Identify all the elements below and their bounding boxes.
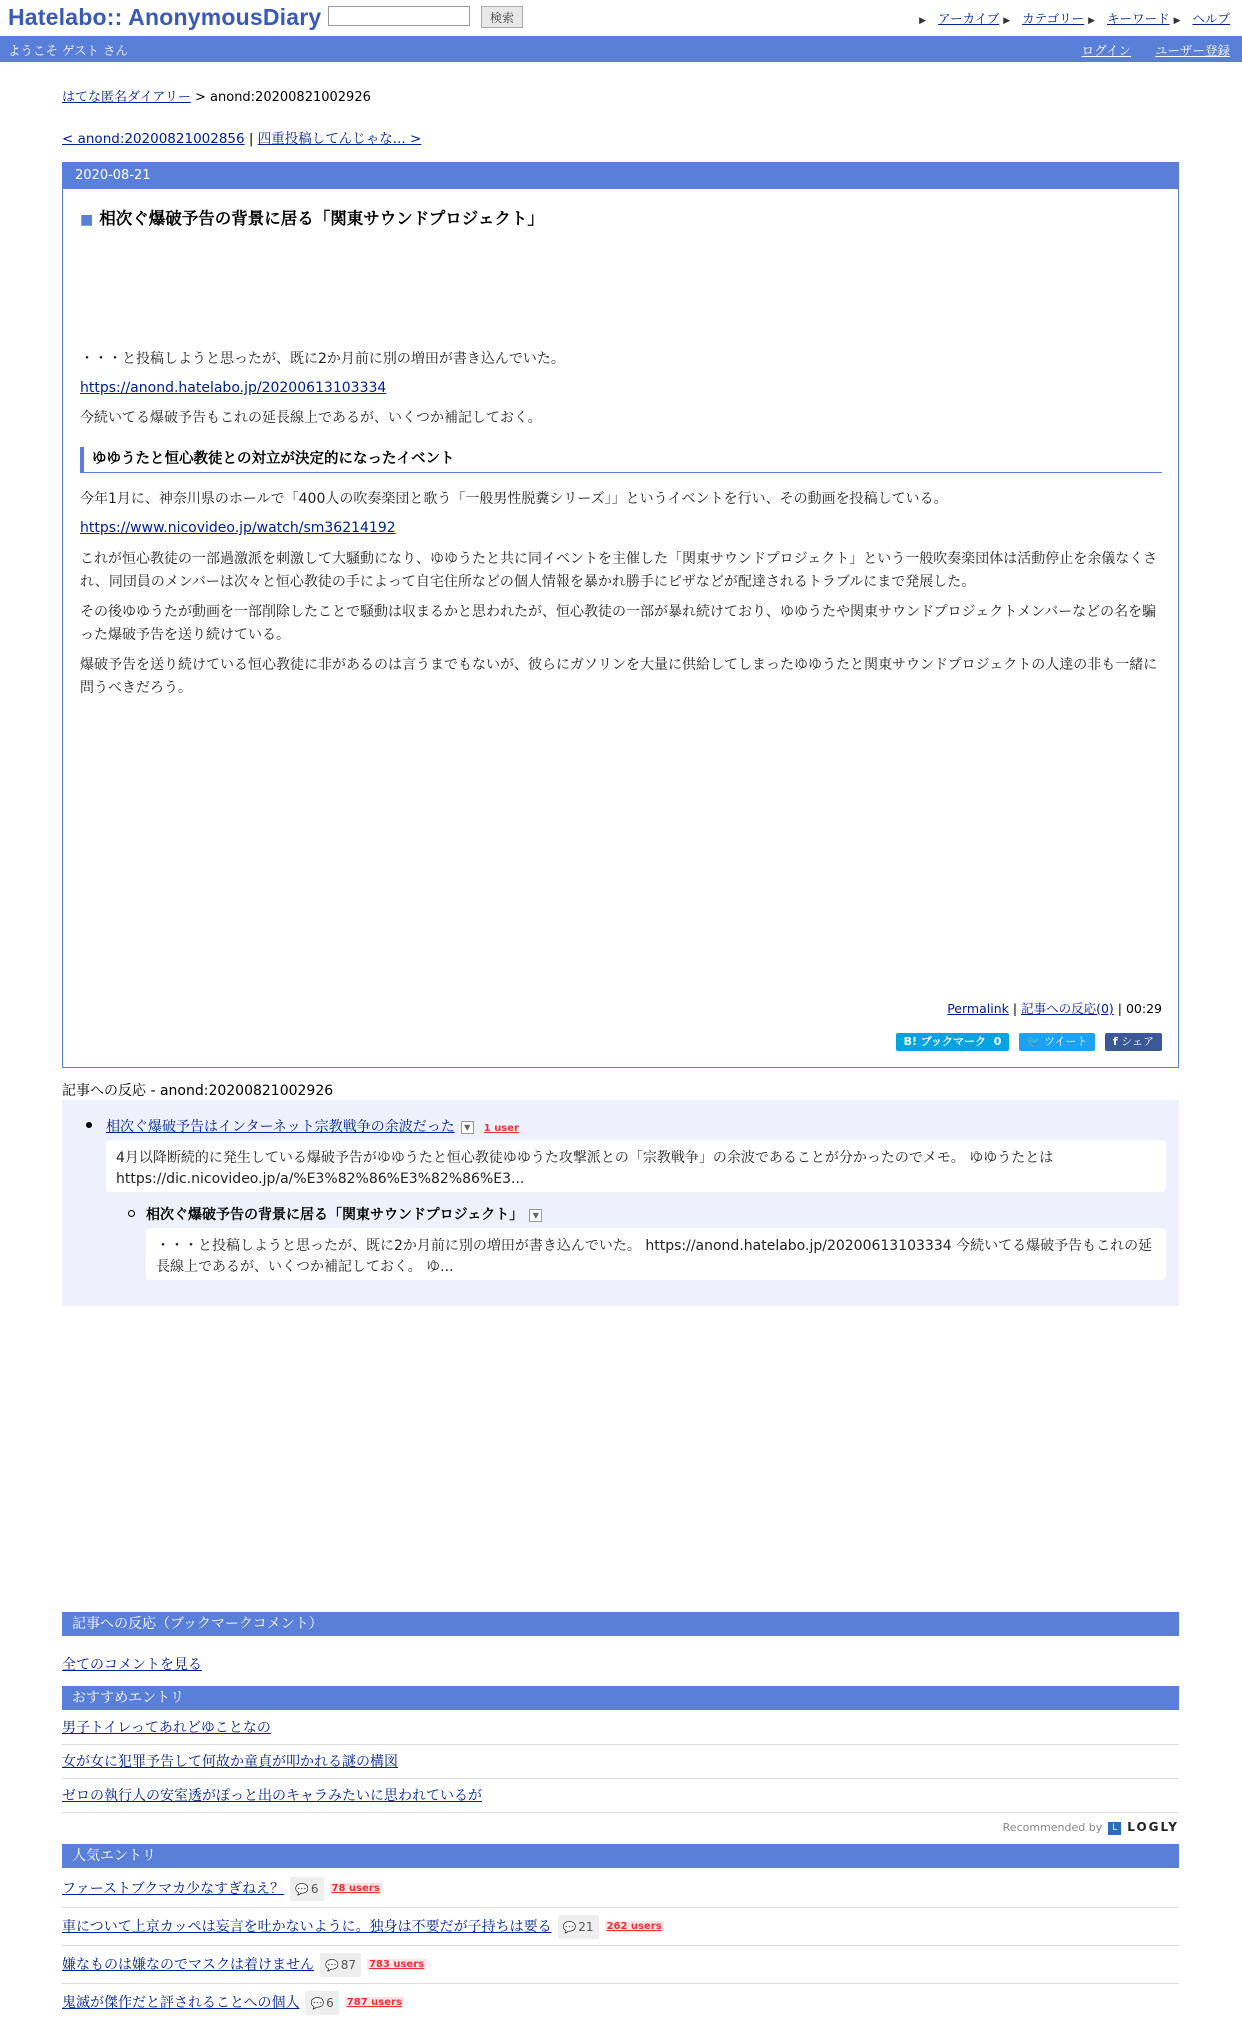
list-item	[62, 1908, 1179, 1946]
popular-link[interactable]: 鬼滅が傑作だと評されることへの個人	[62, 1995, 300, 2011]
entry-link	[80, 377, 1160, 400]
speech-bubble-icon: 💬	[310, 1997, 325, 2010]
breadcrumb	[62, 86, 371, 105]
entry-time: 00:29	[1125, 1001, 1162, 1016]
user-bar	[0, 36, 1242, 62]
entry-footer	[947, 999, 1162, 1017]
dropdown-icon[interactable]: ▼	[461, 1121, 474, 1134]
hatena-bookmark-button[interactable]	[896, 1033, 1010, 1051]
bookmark-comments-header: 記事への反応（ブックマークコメント）	[62, 1612, 1179, 1636]
speech-bubble-icon: 💬	[325, 1959, 339, 1972]
bullet-circle-icon	[128, 1210, 135, 1217]
next-entry-link[interactable]: 四重投稿してんじゃな... >	[257, 131, 422, 147]
tweet-label: ツイート	[1044, 1035, 1088, 1048]
recommended-link[interactable]: ゼロの執行人の安室透がぽっと出のキャラみたいに思われているが	[62, 1788, 482, 1804]
popular-link[interactable]: 車について上京カッペは妄言を吐かないように。独身は不要だが子持ちは要る	[62, 1919, 552, 1935]
chevron-right-icon: ▶	[919, 16, 927, 26]
login-link[interactable]: ログイン	[1081, 43, 1131, 58]
nav-archive[interactable]: アーカイブ	[938, 11, 1000, 26]
entry-paragraph: ・・・と投稿しようと思ったが、既に2か月前に別の増田が書き込んでいた。	[80, 351, 565, 367]
reaction-link[interactable]: 相次ぐ爆破予告はインターネット宗教戦争の余波だった	[106, 1119, 455, 1135]
search-input[interactable]	[328, 6, 470, 26]
comment-count[interactable]	[320, 1953, 361, 1977]
logly-logo-icon: L	[1108, 1822, 1121, 1835]
nav-help[interactable]: ヘルプ	[1192, 11, 1230, 26]
share-label: シェア	[1121, 1035, 1154, 1048]
reactions-title: 記事への反応 - anond:20200821002926	[62, 1080, 1179, 1103]
list-item	[62, 1984, 1179, 2022]
reactions-link[interactable]: 記事への反応(0)	[1021, 1001, 1114, 1016]
comment-count[interactable]	[290, 1877, 323, 1901]
users-badge[interactable]: 262 users	[606, 1921, 662, 1932]
recommended-link[interactable]: 女が女に犯罪予告して何故か童貞が叩かれる謎の構図	[62, 1754, 398, 1770]
entry-paragraph: その後ゆゆうたが動画を一部削除したことで騒動は収まるかと思われたが、恒心教徒の一部が暴れ続けており、ゆゆうたや関東サウンドプロジェクトメンバーなどの名を騙った爆破予告を送り続けている。	[80, 604, 1157, 643]
users-badge[interactable]: 783 users	[368, 1959, 425, 1970]
comment-count-value: 21	[578, 1920, 594, 1934]
facebook-share-button[interactable]	[1105, 1033, 1162, 1051]
comment-count[interactable]	[558, 1915, 599, 1939]
comment-count-value: 6	[310, 1882, 319, 1896]
section-heading: ゆゆうたと恒心教徒との対立が決定的になったイベント	[80, 447, 1162, 473]
users-badge[interactable]: 1 user	[483, 1123, 519, 1134]
footer-separator: |	[1012, 1001, 1018, 1016]
breadcrumb-current: anond:20200821002926	[210, 90, 371, 105]
comment-count[interactable]	[305, 1991, 338, 2015]
nav-keyword[interactable]: キーワード	[1107, 11, 1170, 26]
entry-link	[80, 517, 1160, 540]
twitter-icon: 🐦	[1026, 1035, 1041, 1048]
logly-label: LOGLY	[1127, 1820, 1179, 1834]
comment-count-value: 6	[326, 1996, 334, 2010]
bookmark-label: B! ブックマーク	[903, 1035, 987, 1048]
list-item	[62, 1746, 1179, 1779]
reaction-title: 相次ぐ爆破予告の背景に居る「関東サウンドプロジェクト」	[146, 1207, 524, 1223]
comment-count-value: 87	[340, 1958, 356, 1972]
users-badge[interactable]: 787 users	[346, 1997, 402, 2008]
tweet-button[interactable]	[1019, 1033, 1096, 1051]
reaction-item	[106, 1116, 519, 1136]
entry-title	[80, 205, 544, 229]
chevron-right-icon: ▶	[1088, 16, 1096, 26]
list-item	[62, 1870, 1179, 1908]
bullet-icon	[86, 1122, 92, 1128]
popular-header: 人気エントリ	[62, 1844, 1179, 1868]
speech-bubble-icon: 💬	[562, 1921, 577, 1934]
reaction-quote: ・・・と投稿しようと思ったが、既に2か月前に別の増田が書き込んでいた。 https://anond.hatelabo.jp/20200613103334 今続いてる爆破予告もこれの延長線上であるが、いくつか補記しておく。 ゆ...	[146, 1228, 1166, 1280]
reactions-list	[62, 1100, 1179, 1306]
permalink[interactable]: Permalink	[947, 1001, 1009, 1016]
users-badge[interactable]: 78 users	[331, 1883, 380, 1894]
entry-paragraph: 今年1月に、神奈川県のホールで「400人の吹奏楽団と歌う「一般男性脱糞シリーズ」」というイベントを行い、その動画を投稿している。	[80, 491, 948, 507]
register-link[interactable]: ユーザー登録	[1154, 43, 1230, 58]
facebook-icon: f	[1112, 1035, 1118, 1048]
chevron-right-icon: ▶	[1173, 16, 1181, 26]
recommended-header: おすすめエントリ	[62, 1686, 1179, 1710]
top-bar	[0, 0, 1242, 36]
list-item	[62, 1946, 1179, 1984]
nicovideo-link[interactable]: https://www.nicovideo.jp/watch/sm36214192	[80, 520, 396, 536]
chevron-right-icon: ▶	[1003, 16, 1011, 26]
entry-paragraph: 爆破予告を送り続けている恒心教徒に非があるのは言うまでもないが、彼らにガソリンを大量に供給してしまったゆゆうたと関東サウンドプロジェクトの人達の非も一緒に問うべきだろう。	[80, 657, 1158, 696]
list-item	[62, 1780, 1179, 1813]
top-nav	[919, 9, 1230, 27]
speech-bubble-icon: 💬	[295, 1883, 309, 1896]
anond-link[interactable]: https://anond.hatelabo.jp/20200613103334	[80, 380, 387, 396]
footer-separator: |	[1117, 1001, 1122, 1016]
all-comments	[62, 1654, 202, 1674]
entry-date: 2020-08-21	[63, 163, 1178, 189]
nav-category[interactable]: カテゴリー	[1022, 11, 1085, 26]
popular-link[interactable]: ファーストブクマカ少なすぎねえ？	[62, 1881, 285, 1897]
reaction-item	[146, 1204, 542, 1224]
square-icon[interactable]: ■	[80, 212, 94, 228]
welcome-text: ようこそ ゲスト さん	[8, 43, 128, 58]
share-buttons	[891, 1033, 1162, 1051]
entry-container	[62, 162, 1179, 1068]
entry-paragraph: 今続いてる爆破予告もこれの延長線上であるが、いくつか補記しておく。	[80, 410, 542, 426]
list-item	[62, 1712, 1179, 1745]
recommended-link[interactable]: 男子トイレってあれどゆことなの	[62, 1720, 271, 1736]
site-logo[interactable]: Hatelabo:: AnonymousDiary	[8, 4, 322, 30]
breadcrumb-separator: >	[194, 90, 206, 105]
pager-separator: |	[248, 131, 254, 147]
recommended-by-label: Recommended by	[1002, 1821, 1103, 1834]
popular-link[interactable]: 嫌なものは嫌なのでマスクは着けません	[62, 1957, 314, 1973]
breadcrumb-home[interactable]: はてな匿名ダイアリー	[62, 90, 191, 105]
dropdown-icon[interactable]: ▼	[529, 1209, 542, 1222]
recommended-by[interactable]	[1003, 1820, 1179, 1835]
prev-entry-link[interactable]: < anond:20200821002856	[62, 131, 245, 147]
reaction-quote: 4月以降断続的に発生している爆破予告がゆゆうたと恒心教徒ゆゆうた攻撃派との「宗教戦争」の余波であることが分かったのでメモ。 ゆゆうたとは https://dic.nicovideo.jp/a/%E3%82%86%E3%82%86%E3...	[106, 1140, 1166, 1192]
search-button[interactable]: 検索	[481, 6, 523, 28]
entry-paragraph: これが恒心教徒の一部過激派を刺激して大騒動になり、ゆゆうたと共に同イベントを主催した「関東サウンドプロジェクト」という一般吹奏楽団体は活動停止を余儀なくされ、同団員のメンバーは次々と恒心教徒の手によって自宅住所などの個人情報を暴かれ勝手にピザなどが配達されるトラブルにまで発展した。	[80, 551, 1158, 590]
entry-pager	[62, 127, 421, 147]
bookmark-count: 0	[993, 1035, 1002, 1048]
entry-title-text: 相次ぐ爆破予告の背景に居る「関東サウンドプロジェクト」	[99, 209, 544, 228]
all-comments-link[interactable]: 全てのコメントを見る	[62, 1657, 202, 1673]
